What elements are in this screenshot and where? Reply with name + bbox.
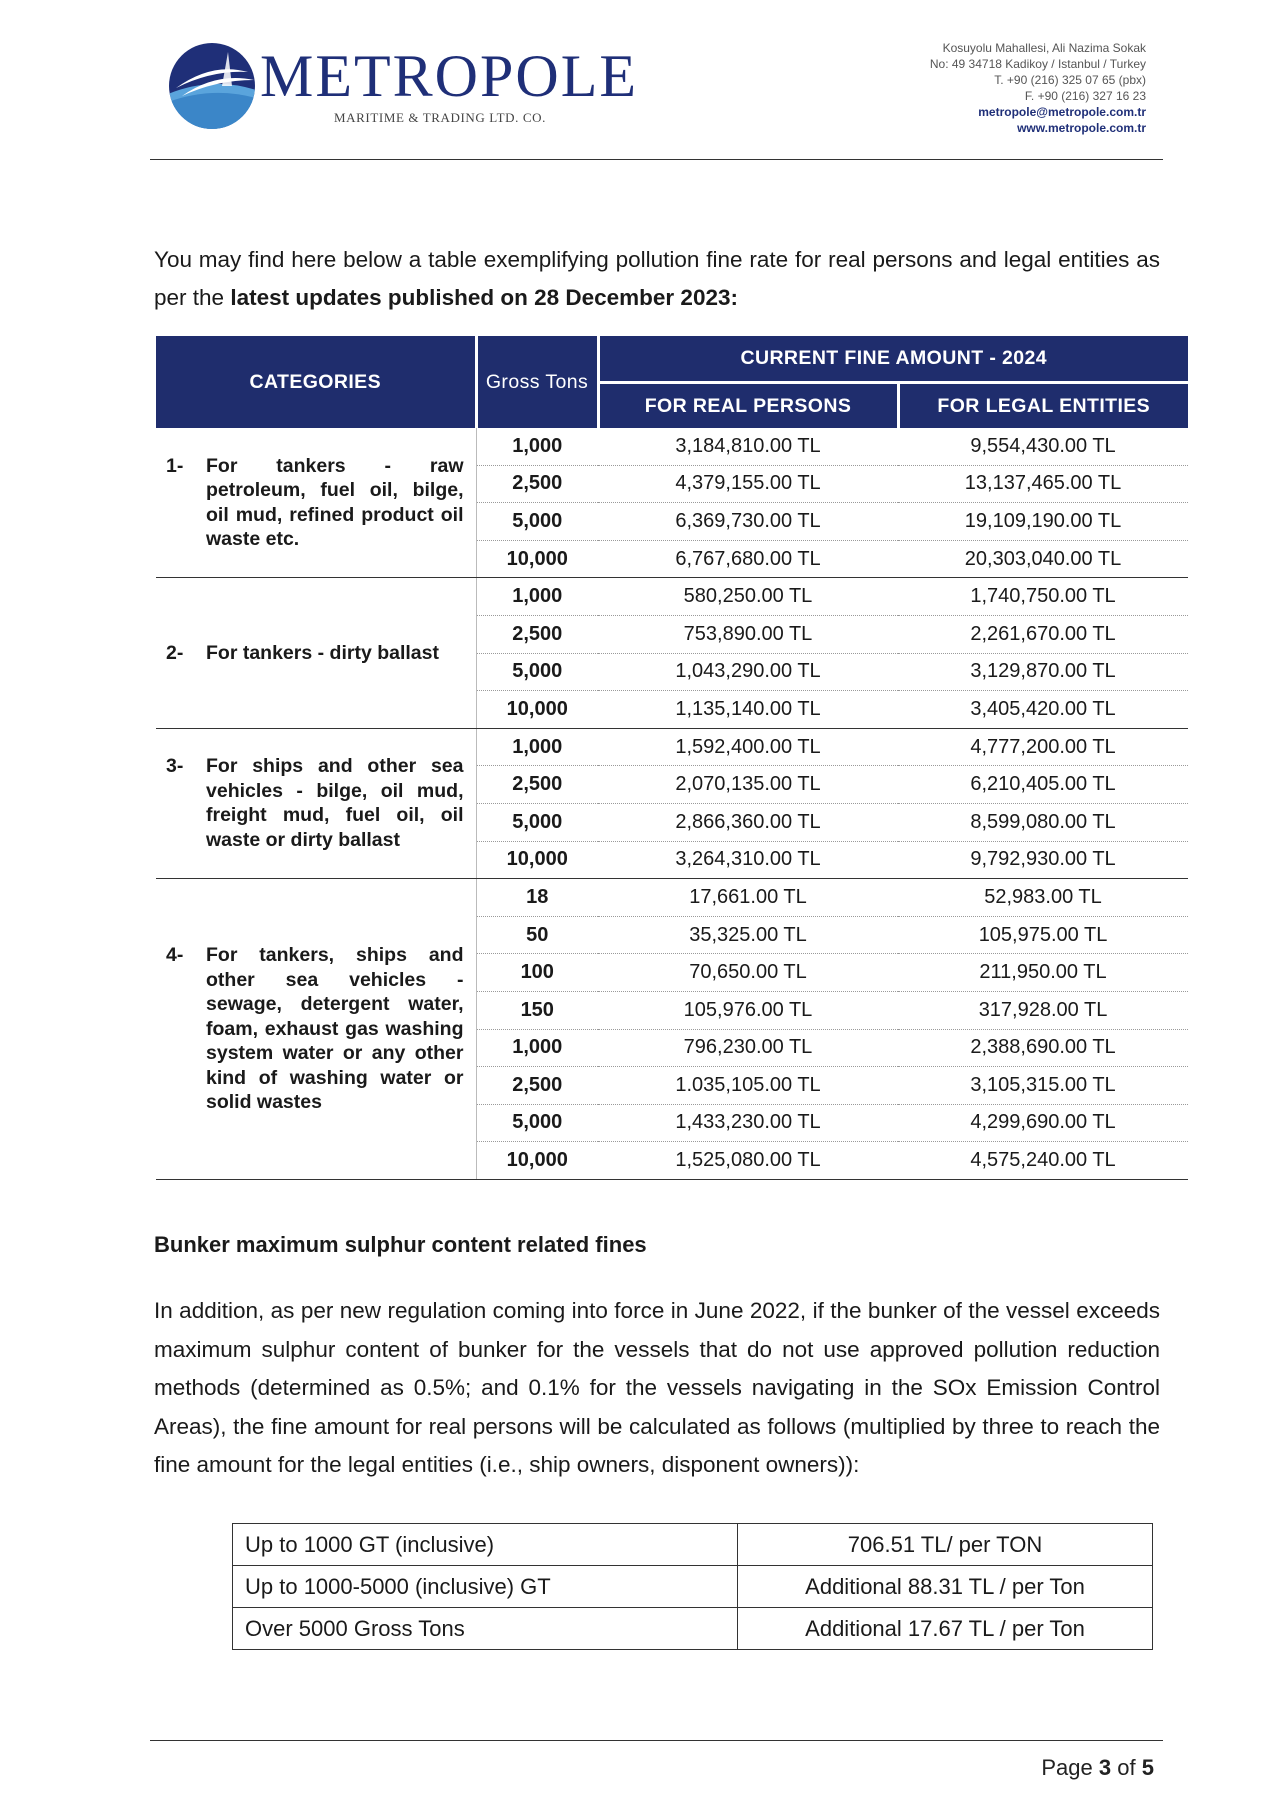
page-number: [1041, 1755, 1154, 1781]
legal-entities-fine-cell: 2,261,670.00 TL: [898, 615, 1188, 653]
legal-entities-fine-cell: 9,554,430.00 TL: [898, 428, 1188, 465]
gt-range: Up to 1000-5000 (inclusive) GT: [233, 1566, 738, 1608]
pollution-fines-table: [156, 336, 1188, 1180]
real-persons-fine-cell: 1,433,230.00 TL: [598, 1104, 898, 1142]
phone-number: T. +90 (216) 325 07 65 (pbx): [994, 73, 1146, 87]
real-persons-fine-cell: 753,890.00 TL: [598, 615, 898, 653]
gross-tons-cell: 50: [476, 916, 598, 954]
real-persons-fine-cell: 2,866,360.00 TL: [598, 803, 898, 841]
intro-text: You may find here below a table exemplifying pollution fine rate for real persons and legal entities as per the: [154, 247, 1160, 310]
legal-entities-fine-cell: 9,792,930.00 TL: [898, 841, 1188, 879]
legal-entities-fine-cell: 3,105,315.00 TL: [898, 1067, 1188, 1105]
category-number: 4-: [166, 943, 184, 966]
page-total: 5: [1141, 1755, 1154, 1780]
email-link[interactable]: metropole@metropole.com.tr: [978, 105, 1146, 119]
address-line-1: Kosuyolu Mahallesi, Ali Nazima Sokak: [942, 41, 1146, 55]
legal-entities-fine-cell: 317,928.00 TL: [898, 991, 1188, 1029]
gross-tons-cell: 10,000: [476, 841, 598, 879]
legal-entities-fine-cell: 19,109,190.00 TL: [898, 503, 1188, 541]
logo-name: METROPOLE: [260, 43, 638, 109]
gross-tons-cell: 100: [476, 954, 598, 992]
page-current: 3: [1098, 1755, 1112, 1780]
gross-tons-cell: 5,000: [476, 1104, 598, 1142]
legal-entities-fine-cell: 1,740,750.00 TL: [898, 578, 1188, 616]
contact-block: [930, 40, 1146, 136]
category-number: 1-: [166, 454, 184, 477]
gross-tons-cell: 10,000: [476, 1142, 598, 1180]
real-persons-fine-cell: 1,525,080.00 TL: [598, 1142, 898, 1180]
legal-entities-fine-cell: 6,210,405.00 TL: [898, 766, 1188, 804]
gross-tons-cell: 5,000: [476, 503, 598, 541]
gross-tons-cell: 1,000: [476, 1029, 598, 1067]
footer-divider: [150, 1740, 1163, 1741]
gross-tons-cell: 10,000: [476, 691, 598, 729]
gross-tons-cell: 2,500: [476, 465, 598, 503]
real-persons-fine-cell: 6,369,730.00 TL: [598, 503, 898, 541]
fine-rate: Additional 88.31 TL / per Ton: [738, 1566, 1153, 1608]
category-number: 3-: [166, 755, 184, 778]
col-header-real-persons: FOR REAL PERSONS: [598, 383, 898, 429]
fine-rate: 706.51 TL/ per TON: [738, 1524, 1153, 1566]
legal-entities-fine-cell: 8,599,080.00 TL: [898, 803, 1188, 841]
real-persons-fine-cell: 4,379,155.00 TL: [598, 465, 898, 503]
gross-tons-cell: 2,500: [476, 1067, 598, 1105]
fine-rate: Additional 17.67 TL / per Ton: [738, 1608, 1153, 1650]
website-link[interactable]: www.metropole.com.tr: [1017, 121, 1146, 135]
real-persons-fine-cell: 796,230.00 TL: [598, 1029, 898, 1067]
gross-tons-cell: 5,000: [476, 653, 598, 691]
real-persons-fine-cell: 17,661.00 TL: [598, 879, 898, 917]
real-persons-fine-cell: 35,325.00 TL: [598, 916, 898, 954]
table-row: [233, 1524, 1153, 1566]
page-of: of: [1117, 1755, 1136, 1780]
legal-entities-fine-cell: 3,405,420.00 TL: [898, 691, 1188, 729]
gross-tons-cell: 150: [476, 991, 598, 1029]
gross-tons-cell: 10,000: [476, 540, 598, 578]
gross-tons-cell: 1,000: [476, 578, 598, 616]
col-header-legal-entities: FOR LEGAL ENTITIES: [898, 383, 1188, 429]
company-logo: [168, 40, 638, 140]
legal-entities-fine-cell: 20,303,040.00 TL: [898, 540, 1188, 578]
real-persons-fine-cell: 2,070,135.00 TL: [598, 766, 898, 804]
logo-subtitle: MARITIME & TRADING LTD. CO.: [334, 110, 546, 125]
address-line-2: No: 49 34718 Kadikoy / Istanbul / Turkey: [929, 57, 1146, 71]
table-row: [156, 728, 1188, 766]
fax-number: F. +90 (216) 327 16 23: [1024, 89, 1146, 103]
category-cell: [156, 879, 476, 1180]
real-persons-fine-cell: 70,650.00 TL: [598, 954, 898, 992]
category-label: For tankers, ships and other sea vehicles - sewage, detergent water, foam, exhaust gas washing system water or any other kind of washing water or solid wastes: [206, 943, 464, 1114]
sulphur-paragraph: In addition, as per new regulation coming into force in June 2022, if the bunker of the vessel exceeds maximum sulphur content of bunker for the vessels that do not use approved pollution reduction methods (determined as 0.5%; and 0.1% for the vessels navigating in the SOx Emission Control Areas), the fine amount for real persons will be calculated as follows (multiplied by three to reach the fine amount for the legal entities (i.e., ship owners, disponent owners)):: [154, 1298, 1160, 1478]
legal-entities-fine-cell: 4,575,240.00 TL: [898, 1142, 1188, 1180]
gross-tons-cell: 5,000: [476, 803, 598, 841]
col-header-categories: CATEGORIES: [156, 336, 476, 428]
fines-table-body: [156, 428, 1188, 1179]
category-label: For tankers - dirty ballast: [206, 641, 439, 664]
category-cell: [156, 428, 476, 578]
real-persons-fine-cell: 1.035,105.00 TL: [598, 1067, 898, 1105]
table-row: [156, 879, 1188, 917]
gt-range: Over 5000 Gross Tons: [233, 1608, 738, 1650]
category-cell: [156, 728, 476, 878]
sulphur-fines-table: [232, 1523, 1153, 1650]
col-header-current-fine: CURRENT FINE AMOUNT - 2024: [598, 336, 1188, 383]
table-row: [233, 1608, 1153, 1650]
category-label: For ships and other sea vehicles - bilge, oil mud, freight mud, fuel oil, oil waste or dirty ballast: [206, 755, 464, 852]
legal-entities-fine-cell: 2,388,690.00 TL: [898, 1029, 1188, 1067]
intro-bold-text: latest updates published on 28 December 2023:: [230, 285, 738, 310]
legal-entities-fine-cell: 4,299,690.00 TL: [898, 1104, 1188, 1142]
real-persons-fine-cell: 1,592,400.00 TL: [598, 728, 898, 766]
ship-sail-logo-icon: [168, 42, 256, 130]
real-persons-fine-cell: 105,976.00 TL: [598, 991, 898, 1029]
col-header-gross-tons: Gross Tons: [476, 336, 598, 428]
intro-paragraph: [154, 241, 1160, 317]
real-persons-fine-cell: 3,184,810.00 TL: [598, 428, 898, 465]
real-persons-fine-cell: 6,767,680.00 TL: [598, 540, 898, 578]
sulphur-heading: Bunker maximum sulphur content related fines: [154, 1232, 647, 1257]
table-row: [233, 1566, 1153, 1608]
gross-tons-cell: 18: [476, 879, 598, 917]
gross-tons-cell: 2,500: [476, 615, 598, 653]
gross-tons-cell: 2,500: [476, 766, 598, 804]
real-persons-fine-cell: 1,135,140.00 TL: [598, 691, 898, 729]
real-persons-fine-cell: 3,264,310.00 TL: [598, 841, 898, 879]
table-row: [156, 428, 1188, 465]
category-number: 2-: [166, 641, 184, 664]
header-divider: [150, 159, 1163, 160]
legal-entities-fine-cell: 3,129,870.00 TL: [898, 653, 1188, 691]
legal-entities-fine-cell: 105,975.00 TL: [898, 916, 1188, 954]
page-word: Page: [1041, 1755, 1093, 1780]
gt-range: Up to 1000 GT (inclusive): [233, 1524, 738, 1566]
legal-entities-fine-cell: 4,777,200.00 TL: [898, 728, 1188, 766]
category-label: For tankers - raw petroleum, fuel oil, bilge, oil mud, refined product oil waste etc.: [206, 454, 464, 551]
real-persons-fine-cell: 1,043,290.00 TL: [598, 653, 898, 691]
real-persons-fine-cell: 580,250.00 TL: [598, 578, 898, 616]
legal-entities-fine-cell: 52,983.00 TL: [898, 879, 1188, 917]
gross-tons-cell: 1,000: [476, 728, 598, 766]
gross-tons-cell: 1,000: [476, 428, 598, 465]
legal-entities-fine-cell: 13,137,465.00 TL: [898, 465, 1188, 503]
table-row: [156, 578, 1188, 616]
legal-entities-fine-cell: 211,950.00 TL: [898, 954, 1188, 992]
category-cell: [156, 578, 476, 728]
